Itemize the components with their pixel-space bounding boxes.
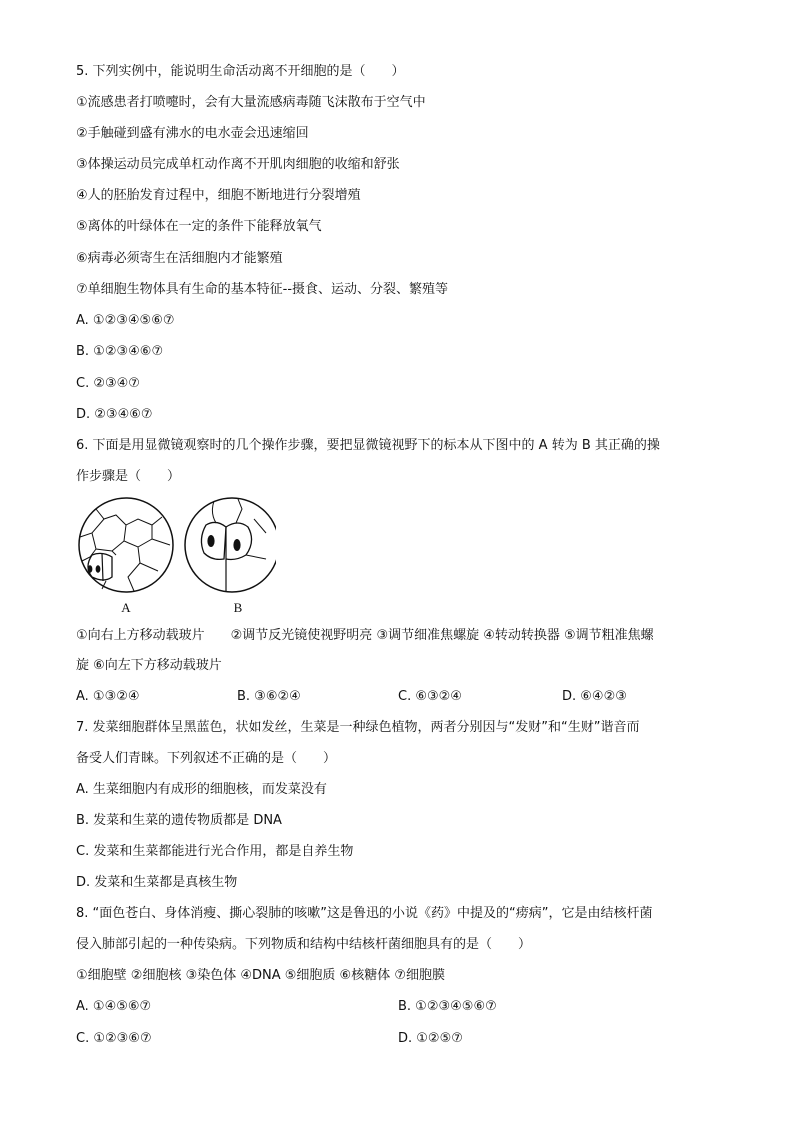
- q8-option-d: D. ①②⑤⑦: [398, 1031, 463, 1046]
- q7-option-b: B. 发菜和生菜的遗传物质都是 DNA: [76, 813, 282, 828]
- q7-option-a: A. 生菜细胞内有成形的细胞核，而发菜没有: [76, 782, 327, 797]
- q5-item-4: ④人的胚胎发育过程中，细胞不断地进行分裂增殖: [76, 188, 361, 203]
- q5-option-b: B. ①②③④⑥⑦: [76, 344, 164, 359]
- field-a-label: A: [121, 600, 131, 615]
- q5-item-5: ⑤离体的叶绿体在一定的条件下能释放氧气: [76, 219, 322, 234]
- q5-option-c: C. ②③④⑦: [76, 376, 140, 391]
- microscope-fields-svg: [76, 497, 276, 622]
- q6-steps-line1: ①向右上方移动载玻片 ②调节反光镜使视野明亮 ③调节细准焦螺旋 ④转动转换器 ⑤调节粗准焦螺: [76, 628, 654, 643]
- q5-item-3: ③体操运动员完成单杠动作离不开肌肉细胞的收缩和舒张: [76, 157, 400, 172]
- q7-stem-line1: 7. 发菜细胞群体呈黑蓝色，状如发丝，生菜是一种绿色植物，两者分别因与“发财”和“生财”谐音而: [76, 720, 640, 735]
- q5-item-7: ⑦单细胞生物体具有生命的基本特征--摄食、运动、分裂、繁殖等: [76, 282, 449, 297]
- q8-option-c: C. ①②③⑥⑦: [76, 1031, 152, 1046]
- q6-option-c: C. ⑥③②④: [398, 689, 462, 704]
- field-a: [79, 498, 173, 592]
- q8-items: ①细胞壁 ②细胞核 ③染色体 ④DNA ⑤细胞质 ⑥核糖体 ⑦细胞膜: [76, 968, 446, 983]
- microscope-figure: [76, 497, 276, 626]
- q7-option-d: D. 发菜和生菜都是真核生物: [76, 875, 238, 890]
- field-b-label: B: [233, 600, 243, 615]
- q8-stem-line2: 侵入肺部引起的一种传染病。下列物质和结构中结核杆菌细胞具有的是（ ）: [76, 937, 532, 952]
- q5-item-6: ⑥病毒必须寄生在活细胞内才能繁殖: [76, 251, 283, 266]
- q6-option-a: A. ①③②④: [76, 689, 140, 704]
- q5-option-d: D. ②③④⑥⑦: [76, 407, 153, 422]
- q5-item-2: ②手触碰到盛有沸水的电水壶会迅速缩回: [76, 126, 309, 141]
- q5-option-a: A. ①②③④⑤⑥⑦: [76, 313, 175, 328]
- q6-option-d: D. ⑥④②③: [562, 689, 627, 704]
- q8-option-b: B. ①②③④⑤⑥⑦: [398, 999, 497, 1014]
- q5-item-1: ①流感患者打喷嚏时，会有大量流感病毒随飞沫散布于空气中: [76, 95, 426, 110]
- q7-option-c: C. 发菜和生菜都能进行光合作用，都是自养生物: [76, 844, 354, 859]
- q5-stem: 5. 下列实例中，能说明生命活动离不开细胞的是（ ）: [76, 64, 405, 79]
- field-b: [185, 498, 276, 592]
- q8-stem-line1: 8. “面色苍白、身体消瘦、撕心裂肺的咳嗽”这是鲁迅的小说《药》中提及的“痨病”，它是由结核杆菌: [76, 906, 653, 921]
- q8-option-a: A. ①④⑤⑥⑦: [76, 999, 152, 1014]
- q6-option-b: B. ③⑥②④: [237, 689, 301, 704]
- q6-stem-line1: 6. 下面是用显微镜观察时的几个操作步骤，要把显微镜视野下的标本从下图中的 A 转为 B 其正确的操: [76, 438, 660, 453]
- q7-stem-line2: 备受人们青睐。下列叙述不正确的是（ ）: [76, 751, 337, 766]
- q6-steps-line2: 旋 ⑥向左下方移动载玻片: [76, 658, 222, 673]
- q6-stem-line2: 作步骤是（ ）: [76, 469, 181, 484]
